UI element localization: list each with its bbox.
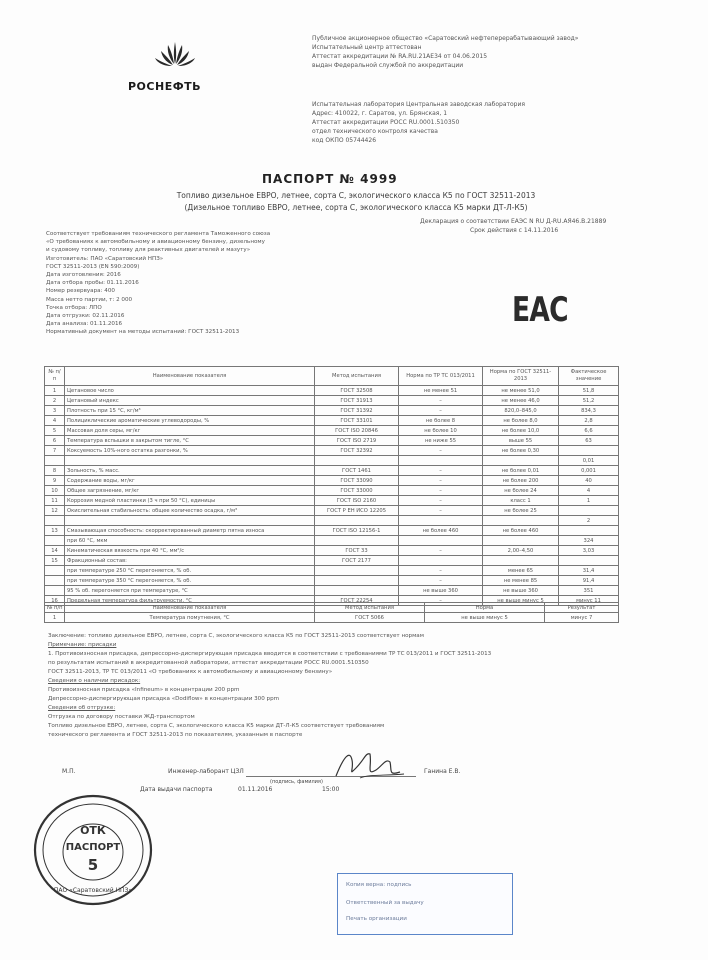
table-cell: 1: [45, 386, 65, 396]
column-header: № п/п: [45, 367, 65, 386]
column-header: Результат: [545, 603, 619, 613]
org-line: выдан Федеральной службой по аккредитации: [312, 62, 464, 69]
table-cell: [315, 586, 399, 596]
column-header: Фактическое значение: [559, 367, 619, 386]
table-cell: 0,001: [559, 466, 619, 476]
table-cell: 15: [45, 556, 65, 566]
table-cell: при температуре 350 °C перегоняется, % об.: [65, 576, 315, 586]
table-cell: [399, 536, 483, 546]
table-header-row: [45, 603, 619, 613]
column-header: Норма: [425, 603, 545, 613]
table-cell: –: [399, 566, 483, 576]
column-header: Норма по ТР ТС 013/2011: [399, 367, 483, 386]
table-cell: ГОСТ 1461: [315, 466, 399, 476]
table-cell: 10: [45, 486, 65, 496]
column-header: Наименование показателя: [65, 603, 315, 613]
table-row: [45, 566, 619, 576]
table-cell: ГОСТ 32392: [315, 446, 399, 456]
info-line: Нормативный документ на методы испытаний: ГОСТ 32511-2013: [46, 329, 240, 336]
table-cell: [45, 576, 65, 586]
table-row: [45, 476, 619, 486]
table-row: [45, 396, 619, 406]
table-cell: Полициклические ароматические углеводороды, %: [65, 416, 315, 426]
table-cell: 13: [45, 526, 65, 536]
conclusion-line: 1. Противоизносная присадка, депрессорно-диспергирующая присадка вводится в соответствии с требованиями ТР ТС 013/2011 и ГОСТ 32511-2013: [48, 651, 492, 657]
table-cell: [399, 456, 483, 466]
table-cell: выше 55: [483, 436, 559, 446]
stamp-number: 5: [87, 856, 99, 874]
table-cell: [559, 556, 619, 566]
table-cell: [65, 456, 315, 466]
table-row: [45, 516, 619, 526]
table-cell: ГОСТ 31392: [315, 406, 399, 416]
table-cell: не менее 51: [399, 386, 483, 396]
table-cell: класс 1: [483, 496, 559, 506]
table-row: [45, 406, 619, 416]
table-cell: Смазывающая способность: скорректированный диаметр пятна износа: [65, 526, 315, 536]
table-cell: при температуре 250 °C перегоняется, % об.: [65, 566, 315, 576]
table-cell: –: [399, 466, 483, 476]
lab-line: код ОКПО 05744426: [312, 137, 377, 144]
table-cell: Кинематическая вязкость при 40 °C, мм²/с: [65, 546, 315, 556]
table-cell: 0,01: [559, 456, 619, 466]
table-cell: не более 10,0: [483, 426, 559, 436]
table-cell: 834,3: [559, 406, 619, 416]
table-cell: 16: [45, 596, 65, 606]
table-row: [45, 526, 619, 536]
table-cell: не более 24: [483, 486, 559, 496]
table-cell: –: [399, 596, 483, 606]
table-cell: не менее 46,0: [483, 396, 559, 406]
table-cell: ГОСТ 2177: [315, 556, 399, 566]
table-cell: [65, 516, 315, 526]
issue-date-label: Дата выдачи паспорта: [140, 786, 213, 793]
table-cell: 8: [45, 466, 65, 476]
table-cell: –: [399, 476, 483, 486]
table-row: [45, 556, 619, 566]
lab-line: Адрес: 410022, г. Саратов, ул. Брянская, 1: [312, 110, 448, 117]
table-cell: 51,2: [559, 396, 619, 406]
table-cell: Температура помутнения, °C: [65, 613, 315, 623]
info-line: Изготовитель: ПАО «Саратовский НПЗ»: [46, 255, 164, 262]
issue-time-value: 15:00: [322, 786, 340, 793]
table-cell: 9: [45, 476, 65, 486]
table-cell: –: [399, 396, 483, 406]
table-cell: не более 0,30: [483, 446, 559, 456]
table-cell: ГОСТ ISO 20846: [315, 426, 399, 436]
official-stamp-icon: [30, 790, 160, 910]
table-cell: Общее загрязнение, мг/кг: [65, 486, 315, 496]
table-cell: Фракционный состав:: [65, 556, 315, 566]
table-cell: 2: [45, 396, 65, 406]
info-line: «О требованиях к автомобильному и авиационному бензину, дизельному: [46, 239, 265, 246]
table-cell: [483, 556, 559, 566]
table-row: [45, 536, 619, 546]
table-row: [45, 456, 619, 466]
table-cell: ГОСТ ISO 2719: [315, 436, 399, 446]
table-cell: 6,6: [559, 426, 619, 436]
table-cell: 3,03: [559, 546, 619, 556]
table-cell: 63: [559, 436, 619, 446]
table-cell: –: [399, 506, 483, 516]
column-header: Метод испытания: [315, 603, 425, 613]
table-cell: [483, 536, 559, 546]
table-cell: не выше 360: [483, 586, 559, 596]
table-cell: ГОСТ ISO 2160: [315, 496, 399, 506]
table-cell: 91,4: [559, 576, 619, 586]
table-cell: 31,4: [559, 566, 619, 576]
conclusion-line: Примечание: присадки: [48, 642, 117, 648]
table-header-row: [45, 367, 619, 386]
table-cell: [45, 536, 65, 546]
table-cell: –: [399, 446, 483, 456]
table-cell: [315, 576, 399, 586]
table-cell: Температура вспышки в закрытом тигле, °C: [65, 436, 315, 446]
table-cell: ГОСТ 33: [315, 546, 399, 556]
table-cell: ГОСТ 33101: [315, 416, 399, 426]
table-cell: ГОСТ 32508: [315, 386, 399, 396]
table-cell: 6: [45, 436, 65, 446]
info-line: и судовому топливу, топливу для реактивных двигателей и мазуту»: [46, 247, 251, 254]
table-cell: [315, 536, 399, 546]
table-cell: минус 7: [545, 613, 619, 623]
signature-icon: [330, 746, 410, 786]
table-cell: [45, 516, 65, 526]
table-cell: [559, 506, 619, 516]
column-header: Норма по ГОСТ 32511-2013: [483, 367, 559, 386]
table-cell: –: [399, 496, 483, 506]
declaration-validity: Срок действия с 14.11.2016: [470, 227, 559, 234]
table-cell: Окислительная стабильность: общее количество осадка, г/м³: [65, 506, 315, 516]
table-cell: 820,0–845,0: [483, 406, 559, 416]
organization-header: [312, 34, 582, 70]
table-cell: 1: [45, 613, 65, 623]
table-cell: ГОСТ 5066: [315, 613, 425, 623]
table-cell: –: [399, 546, 483, 556]
table-row: [45, 613, 619, 623]
laboratory-header: [312, 100, 582, 145]
table-cell: Цетановый индекс: [65, 396, 315, 406]
table-cell: 1: [559, 496, 619, 506]
conclusion-line: Противоизносная присадка «Infineum» в концентрации 200 ppm: [48, 687, 240, 693]
eac-mark: ЕАС: [512, 290, 568, 330]
table-cell: 12: [45, 506, 65, 516]
table-cell: –: [399, 486, 483, 496]
stamp-top-text: ОТК: [80, 824, 106, 837]
stamp-center-text: ПАСПОРТ: [65, 842, 121, 853]
table-cell: [45, 586, 65, 596]
conclusion-section: [48, 632, 628, 740]
seal-place-label: М.П.: [62, 768, 76, 775]
column-header: Наименование показателя: [65, 367, 315, 386]
table-cell: не менее 51,0: [483, 386, 559, 396]
table-cell: не более 460: [483, 526, 559, 536]
table-cell: [559, 446, 619, 456]
table-cell: 2,8: [559, 416, 619, 426]
table-cell: ГОСТ 31913: [315, 396, 399, 406]
conclusion-line: Сведения об отгрузке:: [48, 705, 116, 711]
table-row: [45, 436, 619, 446]
table-cell: 5: [45, 426, 65, 436]
table-cell: Содержание воды, мг/кг: [65, 476, 315, 486]
info-line: Точка отбора: ЛПО: [46, 304, 102, 311]
table-cell: не выше минус 5: [425, 613, 545, 623]
table-cell: не более 0,01: [483, 466, 559, 476]
org-line: Публичное акционерное общество «Саратовский нефтеперерабатывающий завод»: [312, 35, 579, 42]
conclusion-line: Депрессорно-диспергирующая присадка «Dodiflow» в концентрации 300 ppm: [48, 696, 280, 702]
table-cell: Коксуемость 10%-ного остатка разгонки, %: [65, 446, 315, 456]
table-cell: 11: [45, 496, 65, 506]
table-cell: не выше минус 5: [483, 596, 559, 606]
table-cell: ГОСТ ISO 12156-1: [315, 526, 399, 536]
table-cell: Коррозия медной пластинки (3 ч при 50 °C), единицы: [65, 496, 315, 506]
declaration-number: Декларация о соответствии ЕАЭС N RU Д-RU.АЯ46.В.21889: [420, 218, 607, 225]
lab-line: Испытательная лаборатория Центральная заводская лаборатория: [312, 101, 525, 108]
batch-info: [46, 230, 366, 337]
table-cell: Массовая доля серы, мг/кг: [65, 426, 315, 436]
table-cell: ГОСТ Р ЕН ИСО 12205: [315, 506, 399, 516]
table-cell: не более 10: [399, 426, 483, 436]
table-cell: 95 % об. перегоняется при температуре, °C: [65, 586, 315, 596]
product-name: Топливо дизельное ЕВРО, летнее, сорта С, экологического класса К5 по ГОСТ 32511-2013: [176, 191, 536, 200]
table-cell: ГОСТ 33000: [315, 486, 399, 496]
table-cell: [45, 456, 65, 466]
stamp-bottom-text: ПАО «Саратовский НПЗ»: [53, 887, 133, 894]
table-row: [45, 426, 619, 436]
product-name-alt: (Дизельное топливо ЕВРО, летнее, сорта С, экологического класса К5 марки ДТ-Л-К5): [184, 203, 528, 212]
table-cell: 4: [559, 486, 619, 496]
table-cell: не более 8: [399, 416, 483, 426]
info-line: Дата отбора пробы: 01.11.2016: [46, 280, 139, 287]
signature-caption: (подпись, фамилия): [270, 779, 323, 785]
column-header: Метод испытания: [315, 367, 399, 386]
issue-date-value: 01.11.2016: [238, 786, 273, 793]
box-line: Ответственный за выдачу: [346, 900, 424, 906]
lab-line: отдел технического контроля качества: [312, 128, 438, 135]
rosneft-logo-text: РОСНЕФТЬ: [128, 80, 202, 93]
conclusion-line: Топливо дизельное ЕВРО, летнее, сорта С, экологического класса К5 марки ДТ-Л-К5 соответствует требованиям: [48, 723, 385, 729]
table-cell: минус 11: [559, 596, 619, 606]
table-cell: [45, 566, 65, 576]
table-cell: –: [399, 576, 483, 586]
info-line: Дата изготовления: 2016: [46, 272, 121, 279]
info-line: Соответствует требованиям технического регламента Таможенного союза: [46, 231, 271, 237]
table-cell: 40: [559, 476, 619, 486]
info-line: Номер резервуара: 400: [46, 288, 115, 295]
table-cell: Зольность, % масс.: [65, 466, 315, 476]
table-row: [45, 386, 619, 396]
table-row: [45, 486, 619, 496]
lab-line: Аттестат аккредитации РОСС RU.0001.510350: [312, 119, 460, 126]
table-cell: не выше 360: [399, 586, 483, 596]
table-cell: [399, 556, 483, 566]
box-line: Копия верна: подпись: [346, 882, 412, 888]
table-row: [45, 506, 619, 516]
table-cell: 2,00–4,50: [483, 546, 559, 556]
table-cell: менее 65: [483, 566, 559, 576]
document-title: ПАСПОРТ № 4999: [262, 172, 398, 186]
table-cell: [559, 526, 619, 536]
table-cell: не менее 85: [483, 576, 559, 586]
table-cell: –: [399, 406, 483, 416]
additional-indicators-table: [44, 602, 619, 623]
info-line: Масса нетто партии, т: 2 000: [46, 296, 133, 303]
org-line: Аттестат аккредитации № RA.RU.21АЕ34 от 04.06.2015: [312, 53, 488, 60]
table-body: [45, 386, 619, 606]
table-cell: ГОСТ 33090: [315, 476, 399, 486]
conclusion-line: Заключение: топливо дизельное ЕВРО, летнее, сорта С, экологического класса К5 по ГОСТ 32511-2013 соответствует нормам: [48, 633, 424, 639]
org-line: Испытательный центр аттестован: [312, 44, 422, 51]
table-cell: Плотность при 15 °C, кг/м³: [65, 406, 315, 416]
table-row: [45, 496, 619, 506]
table-cell: не более 25: [483, 506, 559, 516]
table-row: [45, 546, 619, 556]
table-row: [45, 446, 619, 456]
table-cell: 51,8: [559, 386, 619, 396]
table-row: [45, 586, 619, 596]
table-cell: не ниже 55: [399, 436, 483, 446]
table-cell: не более 200: [483, 476, 559, 486]
table-cell: [399, 516, 483, 526]
table-cell: 3: [45, 406, 65, 416]
copy-certification-box: [337, 873, 513, 935]
table-cell: не более 460: [399, 526, 483, 536]
column-header: № п/п: [45, 603, 65, 613]
conclusion-line: Отгрузка по договору поставки ЖД-транспортом: [48, 714, 195, 720]
info-line: ГОСТ 32511-2013 (EN 590:2009): [46, 263, 140, 270]
table-row: [45, 416, 619, 426]
table-cell: [483, 516, 559, 526]
signer-name: Ганина Е.В.: [424, 768, 461, 775]
signer-position: Инженер-лаборант ЦЗЛ: [168, 768, 244, 775]
table-cell: 2: [559, 516, 619, 526]
table-cell: ГОСТ 22254: [315, 596, 399, 606]
table-cell: при 60 °C, мкм: [65, 536, 315, 546]
table-cell: [315, 516, 399, 526]
conclusion-line: Сведения о наличии присадок:: [48, 678, 141, 684]
conclusion-line: по результатам испытаний в аккредитованной лаборатории, аттестат аккредитации РОСС RU.0001.510350: [48, 660, 369, 666]
table-cell: 324: [559, 536, 619, 546]
table-row: [45, 576, 619, 586]
table-cell: не более 8,0: [483, 416, 559, 426]
table-cell: [483, 456, 559, 466]
table-cell: 7: [45, 446, 65, 456]
table-cell: [315, 566, 399, 576]
table-cell: 14: [45, 546, 65, 556]
table-cell: Предельная температура фильтруемости, °C: [65, 596, 315, 606]
table-cell: 351: [559, 586, 619, 596]
table-cell: [315, 456, 399, 466]
table-cell: Цетановое число: [65, 386, 315, 396]
conclusion-line: ГОСТ 32511-2013, ТР ТС 013/2011 «О требованиях к автомобильному и авиационному бензину»: [48, 669, 333, 675]
info-line: Дата анализа: 01.11.2016: [46, 321, 123, 328]
table-cell: 4: [45, 416, 65, 426]
info-line: Дата отгрузки: 02.11.2016: [46, 313, 125, 320]
table-row: [45, 466, 619, 476]
quality-indicators-table: [44, 366, 619, 606]
box-line: Печать организации: [346, 916, 407, 922]
conclusion-line: технического регламента и ГОСТ 32511-2013 по показателям, указанным в паспорте: [48, 732, 303, 738]
